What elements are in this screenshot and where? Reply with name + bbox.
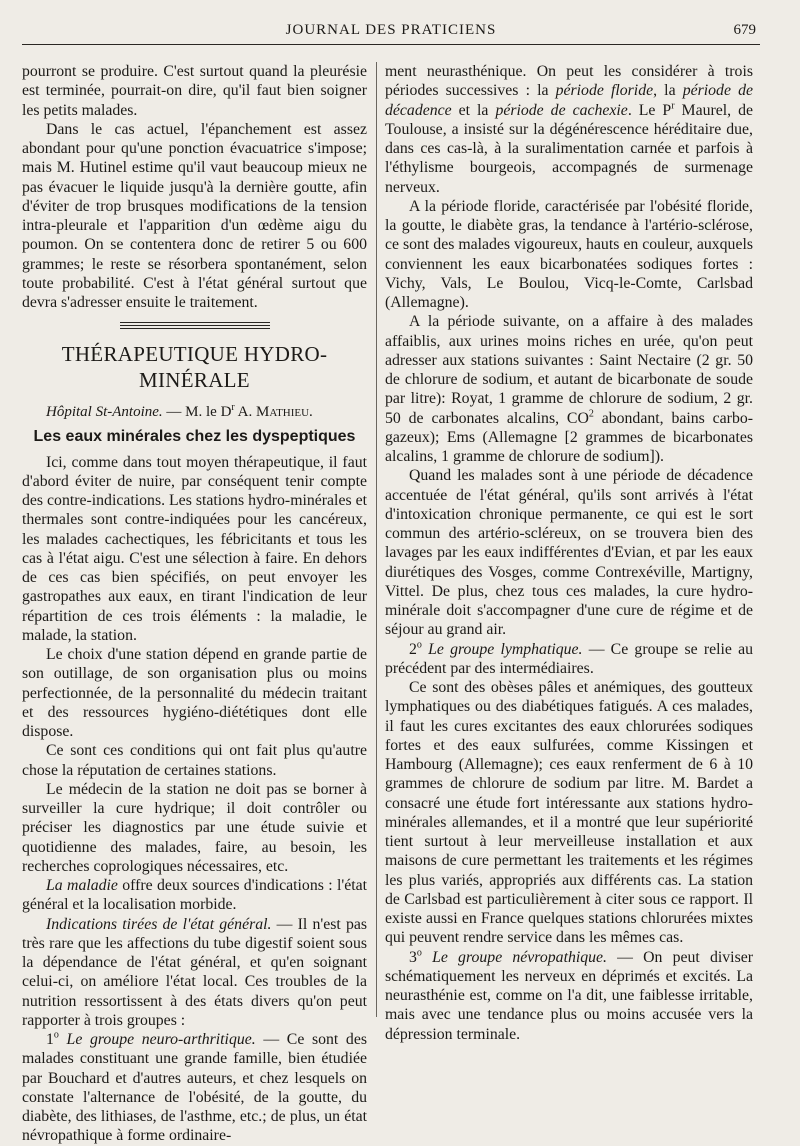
paragraph: Dans le cas actuel, l'épanchement est assez abondant pour qu'une ponction évacuatrice s'impose; mais M. Hutinel estime qu'il vaut beaucoup mieux ne pas évacuer le liquide jusqu'à la dernière goutte, afin d'éviter de trop brusques modifications de la tension intra-pleurale et l'apparition d'un œdème aigu du poumon. On se contentera donc de retirer 5 ou 600 grammes; le reste se résorbera spontanément, selon toute probabilité. C'est à l'état général surtout que devra s'adresser ensuite le traitement. bbox=[22, 120, 367, 311]
journal-title: JOURNAL DES PRATICIENS bbox=[285, 22, 497, 38]
paragraph bbox=[385, 312, 753, 466]
running-header bbox=[22, 16, 760, 45]
paragraph: Le choix d'une station dépend en grande partie de son outillage, de son organisation plus ou moins perfectionnée, de la personnalité du médecin traitant et des ressources hygiéno-diététiques dont elle dispose. bbox=[22, 646, 367, 740]
ordinal-sup: o bbox=[416, 639, 422, 651]
paragraph-text: . Le P bbox=[627, 101, 672, 119]
group-number: 1 bbox=[46, 1031, 54, 1048]
paragraph-text: — Ce sont des malades constituant une grande famille, bien étudiée par Bouchard et d'autres auteurs, et chez lesquels on constate l'alternance de l'obésité, de la goutte, du diabète, des lithiases, de l'asthme, etc.; de plus, un état névropathique à forme ordinaire- bbox=[22, 1031, 367, 1145]
column-divider bbox=[376, 62, 377, 1017]
ordinal-sup: o bbox=[53, 1029, 59, 1041]
byline-hospital: Hôpital St-Antoine. bbox=[46, 404, 163, 421]
ordinal-sup: o bbox=[416, 947, 422, 959]
paragraph-text: abondant, bains carbo-gazeux); Ems (Allemagne [2 grammes de bicarbonates alcalins, 1 gramme de chlorure de sodium]). bbox=[385, 409, 753, 465]
section-separator bbox=[120, 322, 270, 329]
group-number: 2 bbox=[409, 640, 417, 658]
paragraph: Ce sont ces conditions qui ont fait plus qu'autre chose la réputation de certaines stations. bbox=[22, 742, 367, 779]
italic-term: période de cachexie bbox=[495, 101, 628, 119]
section-title: THÉRAPEUTIQUE HYDRO-MINÉRALE bbox=[61, 342, 328, 393]
right-column bbox=[385, 62, 753, 1044]
paragraph-text: — On peut diviser schématiquement les nerveux en déprimés et excités. La neurasthénie est, comme on l'a dit, une faiblesse irritable, mais avec une tendance plus ou moins accusée vers la dépression terminale. bbox=[385, 948, 753, 1043]
italic-lead: Le groupe neuro-arthritique. bbox=[58, 1031, 256, 1048]
paragraph-text: Maurel, de Toulouse, a insisté sur la dégénérescence héréditaire due, dans ces cas-là, à la suralimentation carnée et parfois à l'éthylisme bourgeois, accompagnés de surmenage nerveux. bbox=[385, 101, 754, 196]
byline-sup: r bbox=[231, 402, 235, 414]
italic-lead: La maladie bbox=[46, 877, 118, 894]
paragraph-text: — Ce groupe se relie au précédent par des intermédiaires. bbox=[385, 640, 753, 677]
paragraph bbox=[22, 915, 367, 1031]
paragraph: Ici, comme dans tout moyen thérapeutique, il faut d'abord éviter de nuire, par conséquent tenir compte des contre-indications. Les stations hydro-minérales et thermales sont contre-indiquées pour les cancéreux, les malades cachectiques, les fébricitants et tous les cas à l'état aigu. C'est une sélection à faire. En dehors de ces cas bien spécifiés, on peut envoyer les gastropathes aux eaux, en tirant l'indication de leur répartition de ces trois éléments : la maladie, le malade, la station. bbox=[22, 453, 367, 644]
paragraph-text: A la période suivante, on a affaire à des malades affaiblis, aux urines moins riches en urée, qu'on peut adresser aux stations suivantes : Saint Nectaire (2 gr. 50 de chlorure de sodium, et autant de bicarbonate de soude par litre): Royat, 1 gramme de chlorure de sodium, 2 gr. 50 de carbonates alcalins, CO bbox=[385, 313, 753, 427]
byline bbox=[22, 403, 367, 422]
byline-text: — M. le D bbox=[162, 404, 232, 421]
paragraph: Quand les malades sont à une période de décadence accentuée de l'état général, qu'ils sont arrivés à l'état d'intoxication chronique permanente, ce qui est le sort commun des artério-scléreux, on se trouvera bien des lavages par les eaux indifférentes d'Evian, et par les eaux diurétiques des Vosges, comme Contrexéville, Martigny, Vittel. De plus, chez tous ces malades, la cure hydro-minérale doit s'accompagner d'une cure de régime et de séjour au grand air. bbox=[385, 467, 753, 639]
italic-lead: Le groupe lymphatique. bbox=[421, 640, 583, 658]
italic-lead: Indications tirées de l'état général. bbox=[46, 915, 272, 933]
paragraph: Le médecin de la station ne doit pas se borner à surveiller la cure hydrique; il doit contrôler ou préciser les diagnostics par une étude suivie et quotidienne des malades, faire, au besoin, les recherches coprologiques nécessaires, etc. bbox=[22, 780, 367, 875]
article-title: Les eaux minérales chez les dyspeptiques bbox=[33, 427, 356, 445]
paragraph-text: ment neurasthénique. On peut les considérer à trois périodes successives : la bbox=[385, 63, 753, 100]
title-sup: r bbox=[671, 100, 675, 112]
paragraph-text: et la bbox=[451, 101, 496, 119]
paragraph-text: — Il n'est pas très rare que les affections du tube digestif soient sous la dépendance de l'état général, et qu'en soignant celui-ci, on améliore l'état local. Ces troubles de la nutrition ressortissent à des états divers qu'on peut rapporter à trois groupes : bbox=[22, 915, 368, 1029]
italic-term: période de décadence bbox=[385, 82, 753, 119]
paragraph: Ce sont des obèses pâles et anémiques, des goutteux lymphatiques ou des diabétiques fatigués. A ces malades, il faut les cures excitantes des eaux chlorurées sodiques fortes et des eaux sulfurées, comme Kissingen et Hambourg (Allemagne); ces eaux renferment de 6 à 10 grammes de chlorure de sodium par litre. M. Bardet a consacré une étude fort intéressante aux stations hydro-minérales allemandes, et il a montré que leur supériorité tient surtout à leur merveilleuse installation et aux maisons de cure permettant les traitements et les régimes les plus variés, appropriés aux différents cas. La station de Carlsbad est particulièrement à citer sous ce rapport. Il existe aussi en France quelques stations chlorurées mixtes qui peuvent rendre service dans les mêmes cas. bbox=[385, 679, 753, 947]
group-number: 3 bbox=[409, 948, 417, 966]
paragraph-text: offre deux sources d'indications : l'état général et la localisation morbide. bbox=[22, 877, 367, 914]
paragraph-text: , la bbox=[653, 82, 683, 100]
italic-lead: Le groupe névropathique. bbox=[421, 948, 607, 966]
italic-term: période floride bbox=[555, 82, 654, 100]
page-number: 679 bbox=[733, 22, 756, 38]
paragraph bbox=[385, 640, 753, 679]
byline-author: A. Mathieu. bbox=[234, 404, 313, 421]
paragraph: pourront se produire. C'est surtout quand la pleurésie est terminée, pourrait-on dire, qu'il faut bien soigner les petits malades. bbox=[22, 63, 367, 119]
formula-sup: 2 bbox=[588, 408, 594, 420]
paragraph: A la période floride, caractérisée par l'obésité floride, la goutte, le diabète gras, la tendance à l'artério-sclérose, ce sont des malades vigoureux, hauts en couleur, auxquels conviennent les eaux bicarbonatées sodiques fortes : Vichy, Vals, Le Boulou, Vicq-le-Comte, Carlsbad (Allemagne). bbox=[385, 197, 753, 311]
paragraph bbox=[385, 948, 753, 1044]
paragraph bbox=[22, 1030, 367, 1146]
left-column bbox=[22, 62, 367, 1146]
paragraph bbox=[385, 62, 753, 197]
paragraph bbox=[22, 876, 367, 915]
